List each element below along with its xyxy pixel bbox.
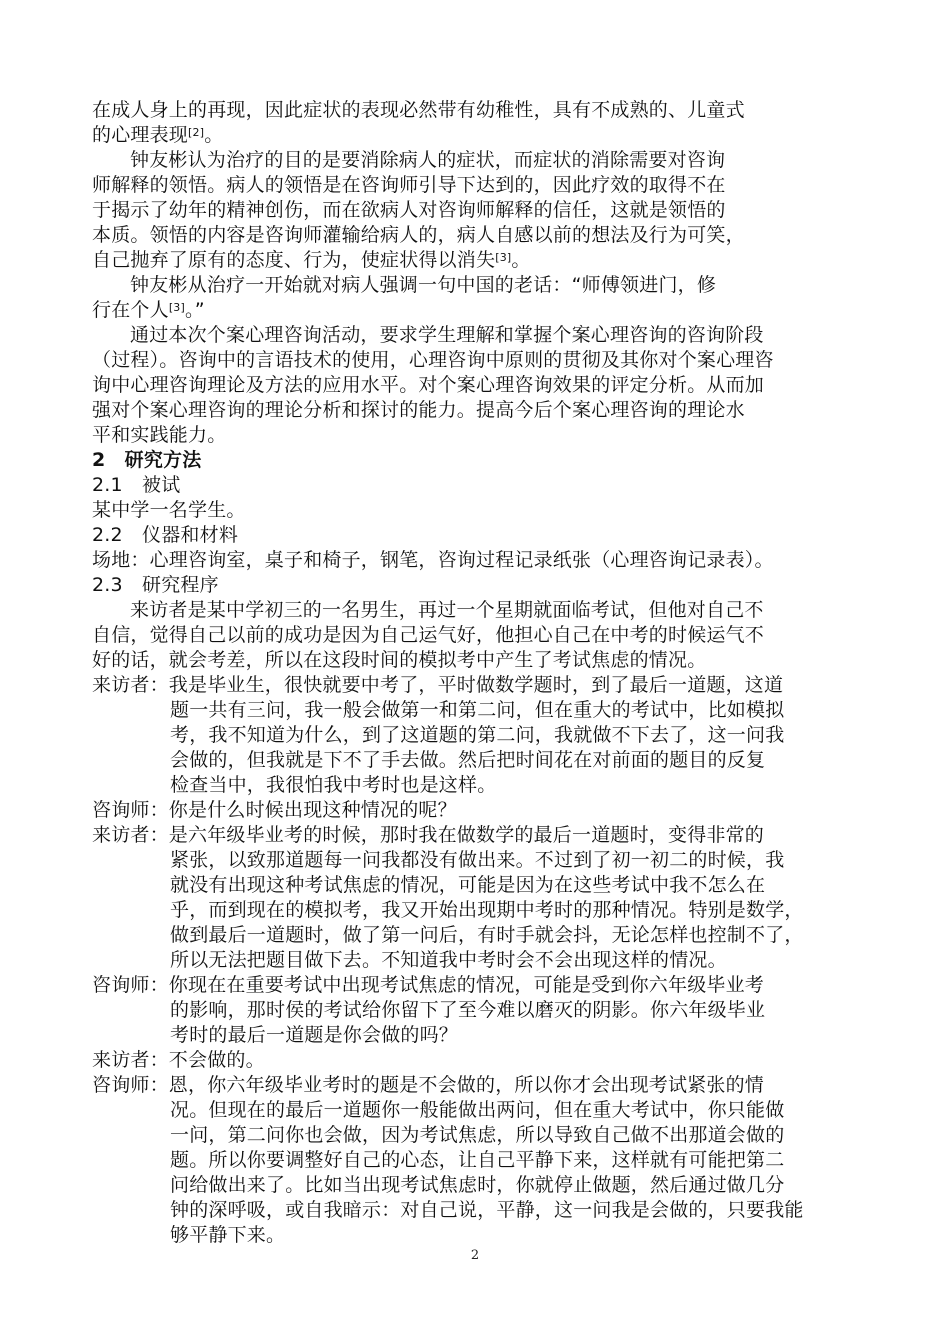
line-text-tail: 。: [204, 124, 224, 146]
paragraph-line: [92, 173, 872, 198]
line-text: 询中心理咨询理论及方法的应用水平。对个案心理咨询效果的评定分析。从而加: [92, 374, 765, 396]
line-text: 问给做出来了。比如当出现考试焦虑时，你就停止做题，然后通过做几分: [170, 1174, 785, 1196]
dialogue-line: [92, 798, 872, 823]
dialogue-line: [170, 1148, 950, 1173]
dialogue-line: [92, 973, 872, 998]
dialogue-line: [170, 898, 950, 923]
dialogue-line: [170, 948, 950, 973]
line-text: 题一共有三问，我一般会做第一和第二问，但在重大的考试中，比如模拟: [170, 699, 785, 721]
line-text: 来访者是某中学初三的一名男生，再过一个星期就面临考试，但他对自己不: [130, 599, 764, 621]
line-text: 做到最后一道题时，做了第一问后，有时手就会抖，无论怎样也控制不了，: [170, 924, 804, 946]
line-text: 乎，而到现在的模拟考，我又开始出现期中考时的那种情况。特别是数学，: [170, 899, 804, 921]
line-text-tail: 。: [511, 249, 531, 271]
citation-superscript: [2]: [188, 126, 205, 139]
line-text: 钟的深呼吸，或自我暗示：对自己说，平静，这一问我是会做的，只要我能: [170, 1199, 804, 1221]
citation-superscript: [3]: [495, 251, 512, 264]
line-text: 检查当中，我很怕我中考时也是这样。: [170, 774, 497, 796]
paragraph-line: [92, 248, 872, 273]
paragraph-line: [92, 298, 872, 323]
heading-text: 2.1 被试: [92, 474, 181, 496]
paragraph-line: [92, 198, 872, 223]
paragraph-line: [92, 398, 872, 423]
dialogue-line: [92, 673, 872, 698]
line-text: 够平静下来。: [170, 1224, 286, 1246]
line-text: 题。所以你要调整好自己的心态，让自己平静下来，这样就有可能把第二: [170, 1149, 785, 1171]
line-text: 一问，第二问你也会做，因为考试焦虑，所以导致自己做不出那道会做的: [170, 1124, 785, 1146]
line-text: 行在个人: [92, 299, 169, 321]
line-text: 自己抛弃了原有的态度、行为，使症状得以消失: [92, 249, 496, 271]
heading-text: 2.2 仪器和材料: [92, 524, 239, 546]
dialogue-line: [170, 848, 950, 873]
line-text: 钟友彬从治疗一开始就对病人强调一句中国的老话：“师傅领进门，修: [130, 274, 717, 296]
heading-text: 2 研究方法: [92, 449, 202, 471]
subsection-heading: [92, 523, 872, 548]
dialogue-line: [170, 1123, 950, 1148]
line-text: 的影响，那时侯的考试给你留下了至今难以磨灭的阴影。你六年级毕业: [170, 999, 766, 1021]
dialogue-line: [92, 823, 872, 848]
line-text: （过程）。咨询中的言语技术的使用，心理咨询中原则的贯彻及其你对个案心理咨: [92, 349, 774, 371]
paragraph-line: [92, 498, 872, 523]
line-text: 来访者：我是毕业生，很快就要中考了，平时做数学题时，到了最后一道题，这道: [92, 674, 784, 696]
paragraph-line: [92, 223, 872, 248]
paragraph-line: [130, 323, 910, 348]
paragraph-line: [130, 598, 910, 623]
subsection-heading: [92, 573, 872, 598]
citation-superscript: [3]: [168, 301, 185, 314]
line-text: 好的话，就会考差，所以在这段时间的模拟考中产生了考试焦虑的情况。: [92, 649, 707, 671]
line-text: 来访者：是六年级毕业考的时候，那时我在做数学的最后一道题时，变得非常的: [92, 824, 765, 846]
dialogue-line: [92, 1048, 872, 1073]
subsection-heading: [92, 473, 872, 498]
dialogue-line: [170, 773, 950, 798]
paragraph-line: [92, 623, 872, 648]
line-text: 强对个案心理咨询的理论分析和探讨的能力。提高今后个案心理咨询的理论水: [92, 399, 745, 421]
paragraph-line: [92, 98, 872, 123]
dialogue-line: [170, 1173, 950, 1198]
paragraph-line: [92, 373, 872, 398]
dialogue-line: [170, 748, 950, 773]
line-text: 平和实践能力。: [92, 424, 227, 446]
line-text: 考，我不知道为什么，到了这道题的第二问，我就做不下去了，这一问我: [170, 724, 785, 746]
section-heading: [92, 448, 872, 473]
line-text: 某中学一名学生。: [92, 499, 246, 521]
line-text: 紧张，以致那道题每一问我都没有做出来。不过到了初一初二的时候，我: [170, 849, 785, 871]
line-text: 就没有出现这种考试焦虑的情况，可能是因为在这些考试中我不怎么在: [170, 874, 766, 896]
line-text: 会做的，但我就是下不了手去做。然后把时间花在对前面的题目的反复: [170, 749, 766, 771]
line-text: 所以无法把题目做下去。不知道我中考时会不会出现这样的情况。: [170, 949, 727, 971]
dialogue-line: [170, 998, 950, 1023]
line-text-tail: 。”: [185, 299, 205, 321]
line-text: 钟友彬认为治疗的目的是要消除病人的症状，而症状的消除需要对咨询: [130, 149, 726, 171]
line-text: 考时的最后一道题是你会做的吗？: [170, 1024, 459, 1046]
line-text: 来访者：不会做的。: [92, 1049, 265, 1071]
line-text: 咨询师：你现在在重要考试中出现考试焦虑的情况，可能是受到你六年级毕业考: [92, 974, 765, 996]
dialogue-line: [170, 723, 950, 748]
paragraph-line: [92, 348, 872, 373]
dialogue-line: [170, 1023, 950, 1048]
paragraph-line: [92, 548, 872, 573]
paragraph-line: [92, 123, 872, 148]
line-text: 通过本次个案心理咨询活动，要求学生理解和掌握个案心理咨询的咨询阶段: [130, 324, 764, 346]
dialogue-line: [92, 1073, 872, 1098]
paragraph-line: [130, 273, 910, 298]
paragraph-line: [130, 148, 910, 173]
line-text: 场地：心理咨询室，桌子和椅子，钢笔，咨询过程记录纸张（心理咨询记录表）。: [92, 549, 774, 571]
line-text: 师解释的领悟。病人的领悟是在咨询师引导下达到的，因此疗效的取得不在: [92, 174, 726, 196]
paragraph-line: [92, 648, 872, 673]
dialogue-line: [170, 1098, 950, 1123]
dialogue-line: [170, 1198, 950, 1223]
line-text: 咨询师：你是什么时候出现这种情况的呢？: [92, 799, 457, 821]
line-text: 况。但现在的最后一道题你一般能做出两问，但在重大考试中，你只能做: [170, 1099, 785, 1121]
dialogue-line: [170, 1223, 950, 1248]
dialogue-line: [170, 873, 950, 898]
dialogue-line: [170, 923, 950, 948]
line-text: 的心理表现: [92, 124, 189, 146]
line-text: 自信，觉得自己以前的成功是因为自己运气好，他担心自己在中考的时候运气不: [92, 624, 765, 646]
line-text: 咨询师：恩，你六年级毕业考时的题是不会做的，所以你才会出现考试紧张的情: [92, 1074, 765, 1096]
line-text: 于揭示了幼年的精神创伤，而在欲病人对咨询师解释的信任，这就是领悟的: [92, 199, 726, 221]
dialogue-line: [170, 698, 950, 723]
page-number: 2: [470, 1248, 480, 1263]
line-text: 在成人身上的再现，因此症状的表现必然带有幼稚性，具有不成熟的、儿童式: [92, 99, 745, 121]
line-text: 本质。领悟的内容是咨询师灌输给病人的，病人自感以前的想法及行为可笑，: [92, 224, 745, 246]
heading-text: 2.3 研究程序: [92, 574, 219, 596]
paragraph-line: [92, 423, 872, 448]
